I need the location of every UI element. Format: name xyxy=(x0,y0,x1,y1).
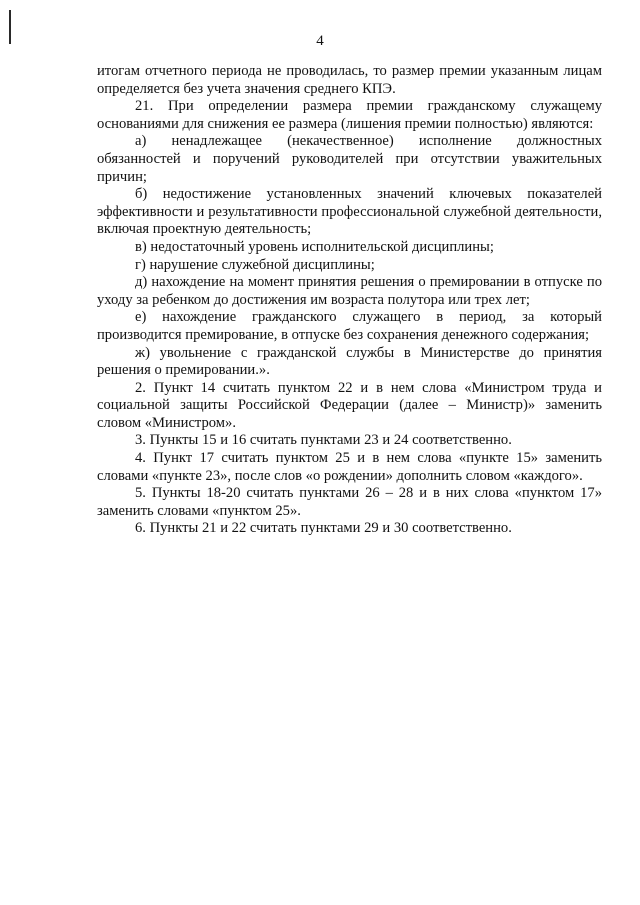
paragraph: 5. Пункты 18-20 считать пунктами 26 – 28 и в них слова «пунктом 17» заменить словами «пунктом 25». xyxy=(97,485,602,519)
paragraph: 3. Пункты 15 и 16 считать пунктами 23 и 24 соответственно. xyxy=(135,432,512,449)
page-number: 4 xyxy=(316,33,324,49)
list-item: а) ненадлежащее (некачественное) исполнение должностных обязанностей и поручений руководителей при отсутствии уважительных причин; xyxy=(97,133,602,185)
list-item: б) недостижение установленных значений ключевых показателей эффективности и результативности профессиональной служебной деятельности, включая проектную деятельность; xyxy=(97,186,602,238)
document-body xyxy=(97,63,602,538)
list-item: д) нахождение на момент принятия решения о премировании в отпуске по уходу за ребенком до достижения им возраста полутора или трех лет; xyxy=(97,274,602,308)
paragraph: итогам отчетного периода не проводилась, то размер премии указанным лицам определяется без учета значения среднего КПЭ. xyxy=(97,63,602,97)
paragraph: 2. Пункт 14 считать пунктом 22 и в нем слова «Министром труда и социальной защиты Российской Федерации (далее – Министр)» заменить словом «Министром». xyxy=(97,379,602,431)
list-item: ж) увольнение с гражданской службы в Министерстве до принятия решения о премировании.». xyxy=(97,344,602,379)
paragraph: 21. При определении размера премии гражданскому служащему основаниями для снижения ее размера (лишения премии полностью) являются: xyxy=(97,98,602,132)
list-item: в) недостаточный уровень исполнительской дисциплины; xyxy=(135,238,494,255)
paragraph: 4. Пункт 17 считать пунктом 25 и в нем слова «пункте 15» заменить словами «пункте 23», после слов «о рождении» дополнить словом «каждого». xyxy=(97,450,602,484)
list-item: г) нарушение служебной дисциплины; xyxy=(135,256,375,273)
paragraph: 6. Пункты 21 и 22 считать пунктами 29 и 30 соответственно. xyxy=(135,520,512,537)
list-item: е) нахождение гражданского служащего в период, за который производится премирование, в отпуске без сохранения денежного содержания; xyxy=(97,309,602,343)
